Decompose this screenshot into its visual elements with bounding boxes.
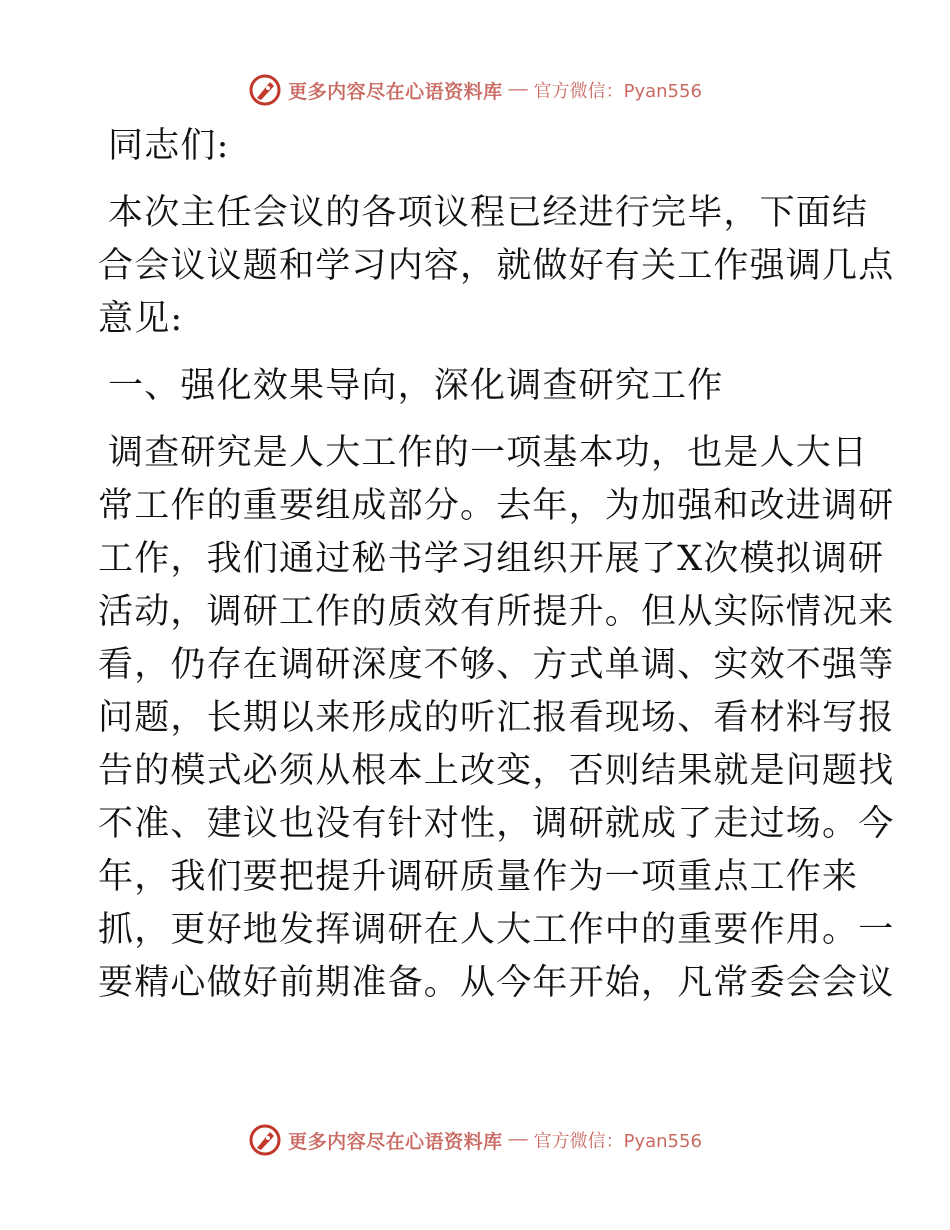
body-line: 问题，长期以来形成的听汇报看现场、看材料写报 xyxy=(98,698,895,738)
body-line: 常工作的重要组成部分。去年，为加强和改进调研 xyxy=(98,486,895,526)
body-line: 工作，我们通过秘书学习组织开展了X次模拟调研 xyxy=(98,539,885,579)
body-line: 活动，调研工作的质效有所提升。但从实际情况来 xyxy=(98,592,895,632)
body-line: 调查研究是人大工作的一项基本功，也是人大日 xyxy=(108,433,869,473)
watermark-sub-text: 官方微信：Pyan556 xyxy=(533,1131,702,1152)
watermark-sub-text: 官方微信：Pyan556 xyxy=(533,81,702,102)
section-heading: 一、强化效果导向，深化调查研究工作 xyxy=(108,366,724,406)
watermark-separator: — xyxy=(508,1129,528,1150)
watermark-separator: — xyxy=(508,79,528,100)
body-line: 不准、建议也没有针对性，调研就成了走过场。今 xyxy=(98,804,895,844)
pen-nib-circle-icon xyxy=(248,73,282,107)
body-line: 要精心做好前期准备。从今年开始，凡常委会会议 xyxy=(98,963,895,1003)
intro-line: 合会议议题和学习内容，就做好有关工作强调几点 xyxy=(98,246,895,286)
body-line: 告的模式必须从根本上改变，否则结果就是问题找 xyxy=(98,751,895,791)
pen-nib-circle-icon xyxy=(248,1123,282,1157)
body-line: 抓，更好地发挥调研在人大工作中的重要作用。一 xyxy=(98,910,895,950)
watermark-main-text: 更多内容尽在心语资料库 xyxy=(288,1130,503,1153)
footer-watermark xyxy=(0,1120,950,1160)
document-body xyxy=(98,120,895,1010)
body-line: 看，仍存在调研深度不够、方式单调、实效不强等 xyxy=(98,645,895,685)
intro-line: 意见: xyxy=(98,299,184,339)
body-line: 年，我们要把提升调研质量作为一项重点工作来 xyxy=(98,857,859,897)
intro-line: 本次主任会议的各项议程已经进行完毕，下面结 xyxy=(108,193,869,233)
salutation: 同志们: xyxy=(108,126,230,166)
header-watermark xyxy=(0,70,950,110)
watermark-main-text: 更多内容尽在心语资料库 xyxy=(288,80,503,103)
